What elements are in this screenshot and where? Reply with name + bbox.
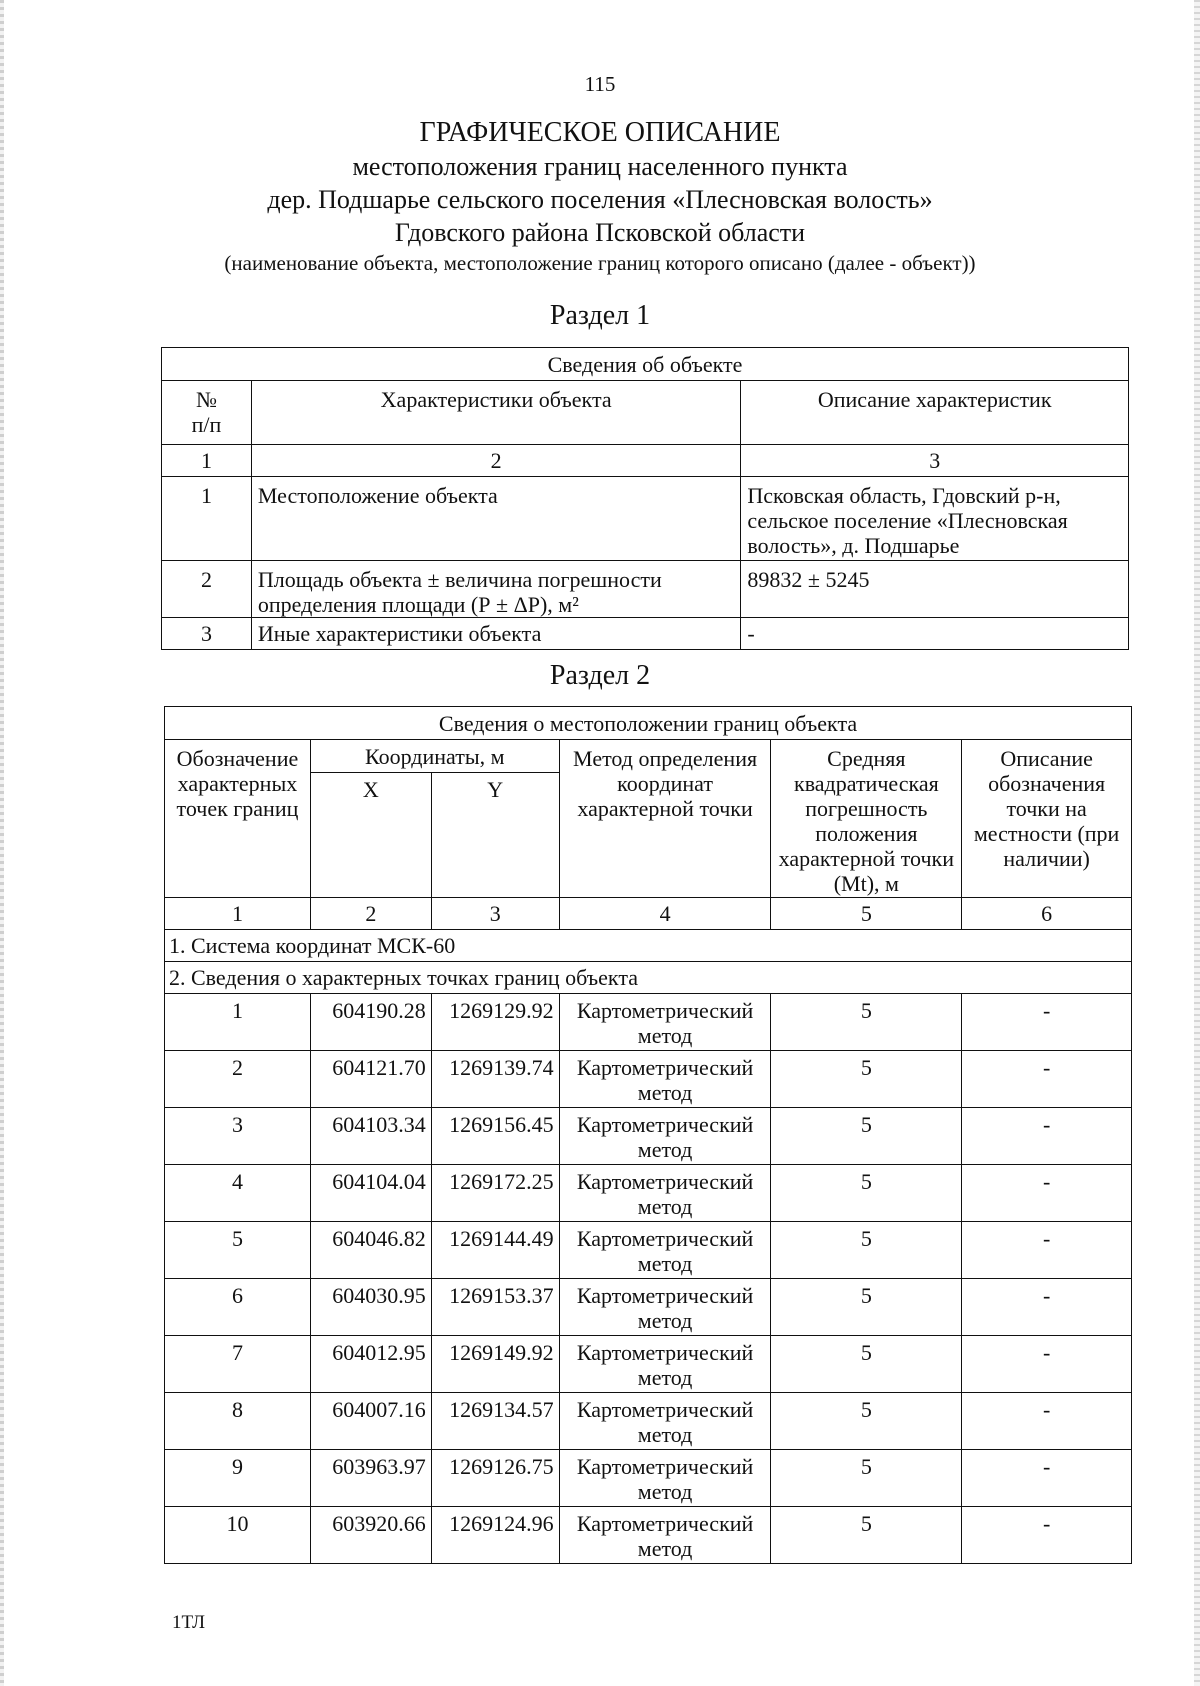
method-cell: Картометрический метод: [559, 1222, 771, 1279]
y-coordinate-cell: 1269149.92: [431, 1336, 559, 1393]
characteristic-cell: Площадь объекта ± величина погрешности определения площади (Р ± ΔР), м²: [251, 561, 740, 618]
characteristic-cell: Иные характеристики объекта: [251, 618, 740, 650]
table-row: [162, 561, 1129, 618]
section-1-heading: Раздел 1: [549, 300, 651, 331]
error-cell: 5: [771, 1051, 962, 1108]
terrain-cell: -: [962, 1450, 1132, 1507]
point-number-cell: 10: [165, 1507, 311, 1564]
y-coordinate-cell: 1269144.49: [431, 1222, 559, 1279]
table-row: [165, 1108, 1132, 1165]
column-number: 3: [431, 898, 559, 930]
terrain-cell: -: [962, 1336, 1132, 1393]
table-row: [165, 1279, 1132, 1336]
point-number-cell: 1: [165, 994, 311, 1051]
column-number: 1: [165, 898, 311, 930]
title-line-3: Гдовского района Псковской области: [394, 218, 806, 247]
column-number: 3: [741, 445, 1129, 477]
method-cell: Картометрический метод: [559, 1450, 771, 1507]
error-cell: 5: [771, 1393, 962, 1450]
header-designation-line-1: Обозначение: [176, 746, 299, 771]
x-coordinate-cell: 604030.95: [310, 1279, 431, 1336]
y-coordinate-cell: 1269153.37: [431, 1279, 559, 1336]
x-coordinate-cell: 603963.97: [310, 1450, 431, 1507]
table-row: [165, 1393, 1132, 1450]
header-method: Метод определения координат характерной точки: [559, 740, 771, 898]
terrain-cell: -: [962, 1165, 1132, 1222]
column-number: 4: [559, 898, 771, 930]
header-no: [162, 381, 252, 445]
row-number: 1: [162, 477, 252, 561]
y-coordinate-cell: 1269134.57: [431, 1393, 559, 1450]
description-cell: 89832 ± 5245: [741, 561, 1129, 618]
points-heading-row: 2. Сведения о характерных точках границ объекта: [165, 962, 1132, 994]
table-row: [162, 618, 1129, 650]
page-number: 115: [584, 72, 616, 96]
table-row: [165, 1507, 1132, 1564]
characteristic-cell: Местоположение объекта: [251, 477, 740, 561]
x-coordinate-cell: 604103.34: [310, 1108, 431, 1165]
x-coordinate-cell: 604046.82: [310, 1222, 431, 1279]
row-number: 3: [162, 618, 252, 650]
table-row: [165, 1336, 1132, 1393]
header-no-line-1: №: [195, 387, 217, 412]
x-coordinate-cell: 604104.04: [310, 1165, 431, 1222]
y-coordinate-cell: 1269129.92: [431, 994, 559, 1051]
column-number: 1: [162, 445, 252, 477]
method-cell: Картометрический метод: [559, 1507, 771, 1564]
column-number: 6: [962, 898, 1132, 930]
point-number-cell: 5: [165, 1222, 311, 1279]
method-cell: Картометрический метод: [559, 994, 771, 1051]
column-number: 2: [251, 445, 740, 477]
table-row: [162, 477, 1129, 561]
point-number-cell: 9: [165, 1450, 311, 1507]
terrain-cell: -: [962, 1051, 1132, 1108]
point-number-cell: 7: [165, 1336, 311, 1393]
header-x: X: [310, 773, 431, 898]
x-coordinate-cell: 604007.16: [310, 1393, 431, 1450]
header-characteristics: Характеристики объекта: [251, 381, 740, 445]
method-cell: Картометрический метод: [559, 1108, 771, 1165]
table-row: [165, 1165, 1132, 1222]
table-row: [165, 1222, 1132, 1279]
boundary-points-table: [164, 706, 1132, 1564]
header-no-line-2: п/п: [191, 412, 222, 437]
row-number: 2: [162, 561, 252, 618]
header-designation-rest: характерных точек границ: [176, 771, 299, 821]
point-number-cell: 6: [165, 1279, 311, 1336]
title-line-2: дер. Подшарье сельского поселения «Плесновская волость»: [267, 185, 933, 214]
coordinate-system-row: 1. Система координат МСК-60: [165, 930, 1132, 962]
description-cell: -: [741, 618, 1129, 650]
document-title: ГРАФИЧЕСКОЕ ОПИСАНИЕ: [419, 117, 781, 148]
header-description: Описание характеристик: [741, 381, 1129, 445]
header-coordinates: Координаты, м: [310, 740, 559, 773]
description-cell: Псковская область, Гдовский р-н, сельское поселение «Плесновская волость», д. Подшарье: [741, 477, 1129, 561]
y-coordinate-cell: 1269156.45: [431, 1108, 559, 1165]
header-terrain: Описание обозначения точки на местности (при наличии): [962, 740, 1132, 898]
header-error: Средняя квадратическая погрешность положения характерной точки (Mt), м: [771, 740, 962, 898]
error-cell: 5: [771, 1507, 962, 1564]
point-number-cell: 2: [165, 1051, 311, 1108]
method-cell: Картометрический метод: [559, 1279, 771, 1336]
terrain-cell: -: [962, 994, 1132, 1051]
point-number-cell: 4: [165, 1165, 311, 1222]
method-cell: Картометрический метод: [559, 1051, 771, 1108]
header-designation: [165, 740, 311, 898]
error-cell: 5: [771, 1336, 962, 1393]
error-cell: 5: [771, 1222, 962, 1279]
terrain-cell: -: [962, 1393, 1132, 1450]
method-cell: Картометрический метод: [559, 1165, 771, 1222]
column-number: 2: [310, 898, 431, 930]
method-cell: Картометрический метод: [559, 1393, 771, 1450]
error-cell: 5: [771, 1450, 962, 1507]
terrain-cell: -: [962, 1222, 1132, 1279]
error-cell: 5: [771, 1165, 962, 1222]
title-line-1: местоположения границ населенного пункта: [352, 152, 848, 181]
footer-mark: 1ТЛ: [172, 1612, 206, 1633]
object-info-table: [161, 347, 1129, 650]
table-title: Сведения о местоположении границ объекта: [165, 707, 1132, 740]
point-number-cell: 8: [165, 1393, 311, 1450]
title-note: (наименование объекта, местоположение границ которого описано (далее - объект)): [224, 251, 976, 275]
terrain-cell: -: [962, 1507, 1132, 1564]
column-number: 5: [771, 898, 962, 930]
terrain-cell: -: [962, 1108, 1132, 1165]
x-coordinate-cell: 604190.28: [310, 994, 431, 1051]
y-coordinate-cell: 1269139.74: [431, 1051, 559, 1108]
table-title: Сведения об объекте: [162, 348, 1129, 381]
x-coordinate-cell: 604012.95: [310, 1336, 431, 1393]
error-cell: 5: [771, 1108, 962, 1165]
x-coordinate-cell: 603920.66: [310, 1507, 431, 1564]
error-cell: 5: [771, 994, 962, 1051]
method-cell: Картометрический метод: [559, 1336, 771, 1393]
y-coordinate-cell: 1269126.75: [431, 1450, 559, 1507]
terrain-cell: -: [962, 1279, 1132, 1336]
table-row: [165, 994, 1132, 1051]
table-row: [165, 1450, 1132, 1507]
section-2-heading: Раздел 2: [549, 660, 651, 691]
document-title-block: [0, 116, 1200, 277]
x-coordinate-cell: 604121.70: [310, 1051, 431, 1108]
error-cell: 5: [771, 1279, 962, 1336]
point-number-cell: 3: [165, 1108, 311, 1165]
header-y: Y: [431, 773, 559, 898]
y-coordinate-cell: 1269124.96: [431, 1507, 559, 1564]
y-coordinate-cell: 1269172.25: [431, 1165, 559, 1222]
table-row: [165, 1051, 1132, 1108]
